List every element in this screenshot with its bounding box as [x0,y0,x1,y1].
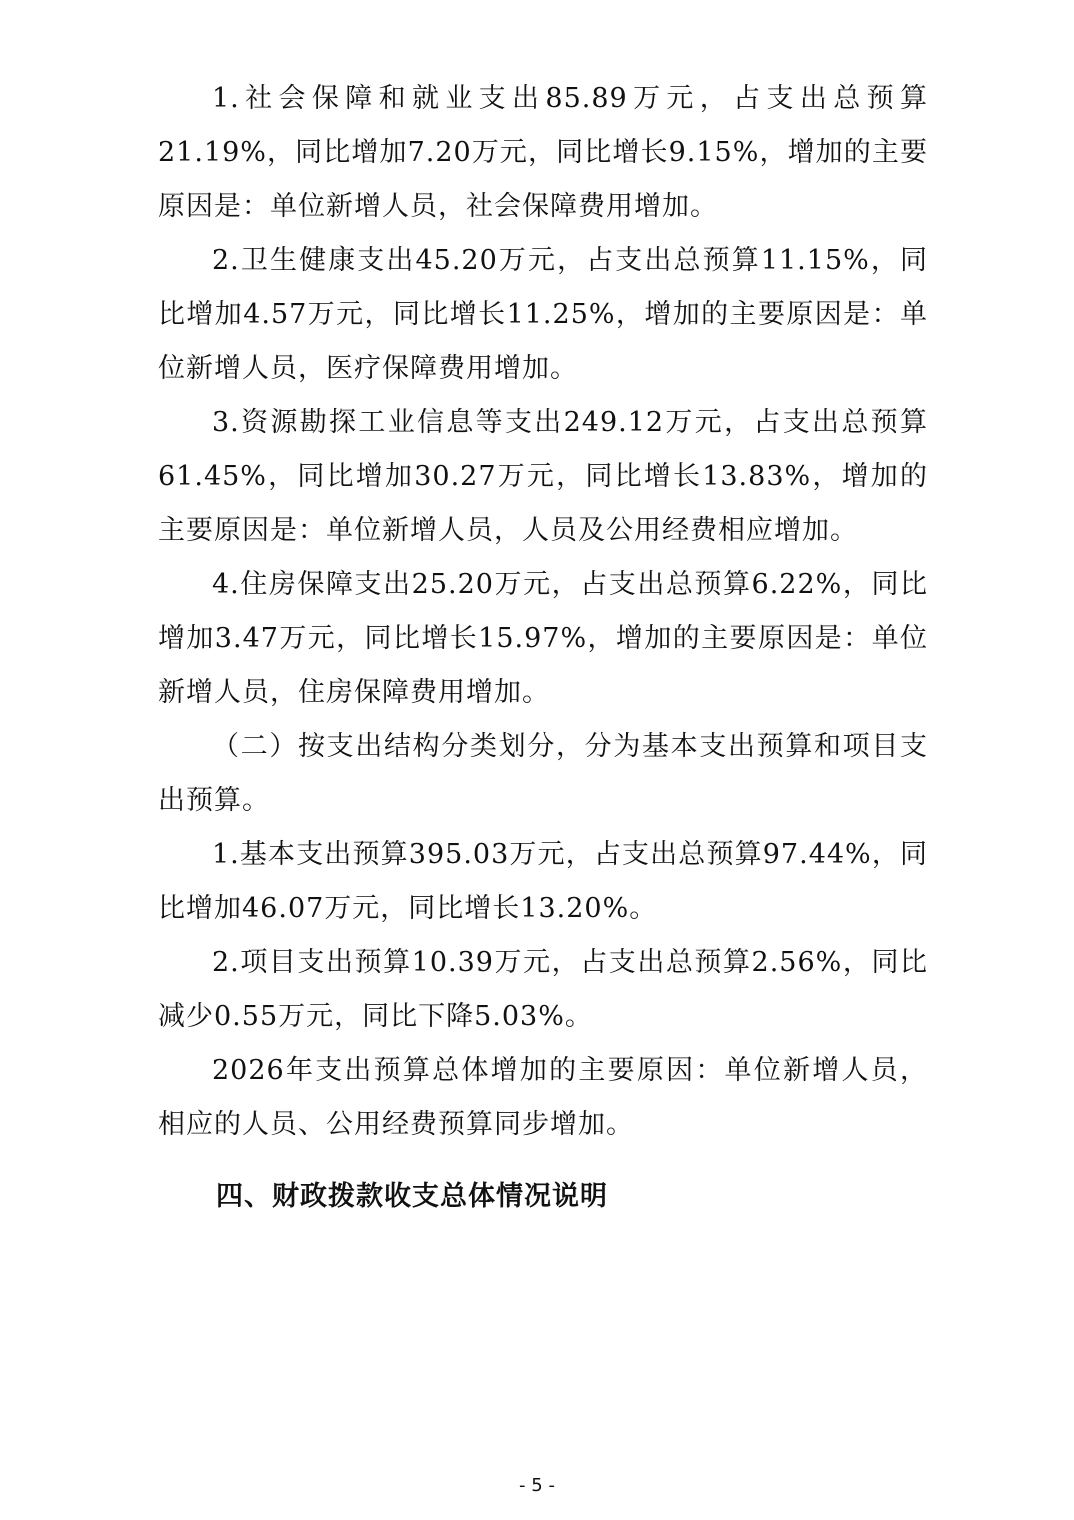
paragraph-basic-expenditure: 1.基本支出预算395.03万元，占支出总预算97.44%，同比增加46.07万元，同比增长13.20%。 [158,839,928,924]
page-number: - 5 - [519,1475,555,1496]
paragraph-health: 2.卫生健康支出45.20万元，占支出总预算11.15%，同比增加4.57万元，同比增长11.25%，增加的主要原因是：单位新增人员，医疗保障费用增加。 [158,245,928,384]
paragraph-expenditure-structure: （二）按支出结构分类划分，分为基本支出预算和项目支出预算。 [158,731,928,816]
section-heading: 四、财政拨款收支总体情况说明 [216,1181,608,1212]
paragraph-resource-exploration: 3.资源勘探工业信息等支出249.12万元，占支出总预算61.45%，同比增加30.27万元，同比增长13.83%，增加的主要原因是：单位新增人员，人员及公用经费相应增加。 [158,407,928,546]
body-text [158,72,928,1152]
paragraph-housing: 4.住房保障支出25.20万元，占支出总预算6.22%，同比增加3.47万元，同比增长15.97%，增加的主要原因是：单位新增人员，住房保障费用增加。 [158,569,928,708]
paragraph-project-expenditure: 2.项目支出预算10.39万元，占支出总预算2.56%，同比减少0.55万元，同比下降5.03%。 [158,947,928,1032]
paragraph-social-security: 1.社会保障和就业支出85.89万元，占支出总预算21.19%，同比增加7.20万元，同比增长9.15%，增加的主要原因是：单位新增人员，社会保障费用增加。 [158,83,928,222]
paragraph-overall-reason: 2026年支出预算总体增加的主要原因：单位新增人员，相应的人员、公用经费预算同步增加。 [158,1055,928,1140]
